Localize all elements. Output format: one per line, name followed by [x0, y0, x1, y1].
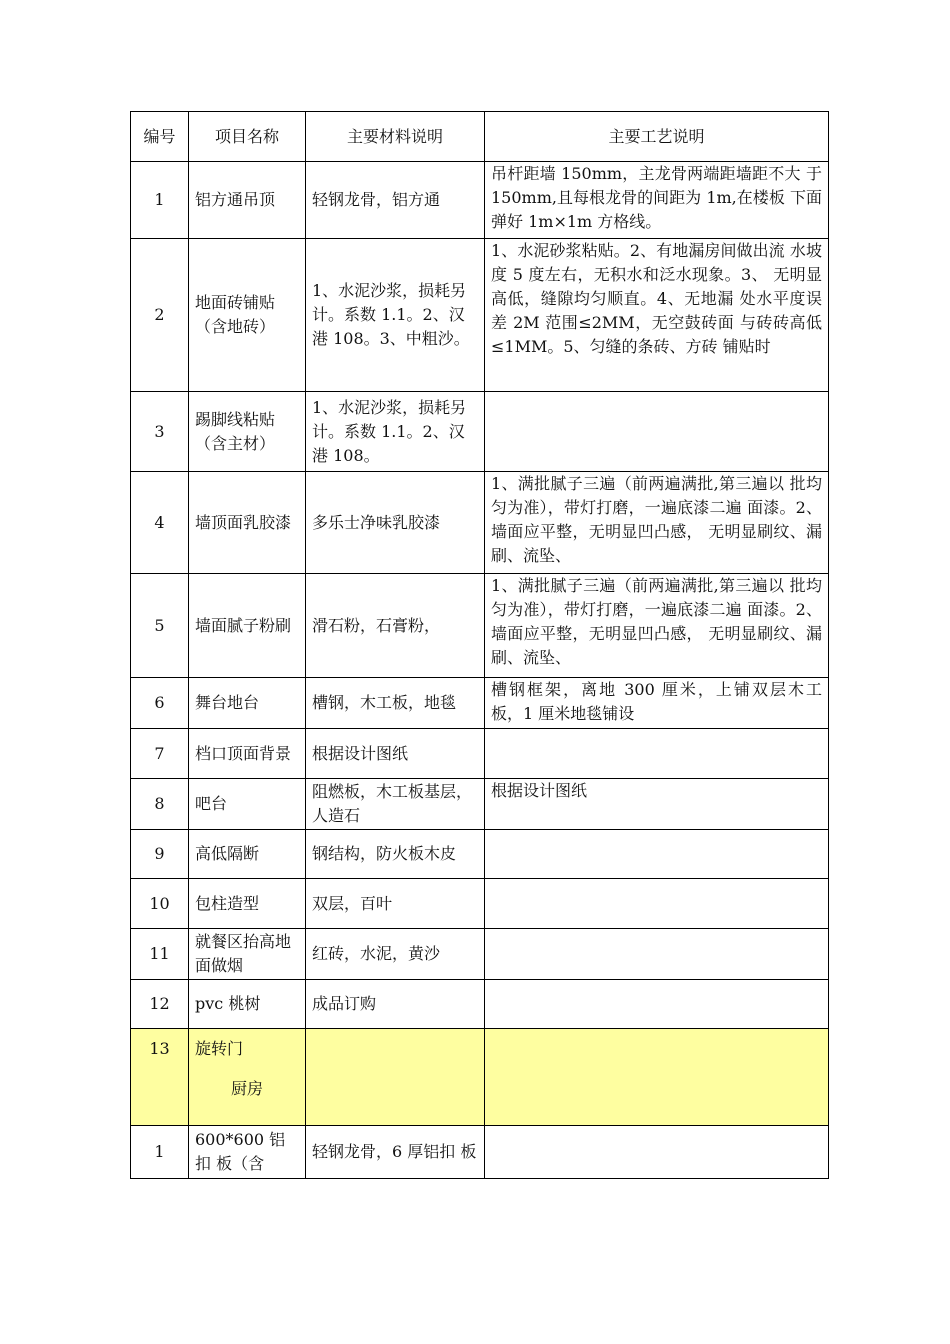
revolving-door-label: 旋转门: [195, 1039, 244, 1058]
row-number: 4: [131, 472, 189, 574]
row-number: 12: [131, 980, 189, 1029]
row-number: 10: [131, 879, 189, 929]
row-material: 轻钢龙骨，6 厚铝扣 板: [306, 1126, 485, 1179]
row-material: 红砖，水泥，黄沙: [306, 929, 485, 980]
row-item-name: [189, 1029, 306, 1126]
row-number: 5: [131, 574, 189, 678]
row-item-name: 铝方通吊顶: [189, 162, 306, 239]
row-item-name: 600*600 铝扣 板（含: [189, 1126, 306, 1179]
highlight-row: [131, 1029, 829, 1126]
table-header-row: [131, 112, 829, 162]
row-item-name: 高低隔断: [189, 830, 306, 879]
row-item-name: 墙面腻子粉刷: [189, 574, 306, 678]
table-row: [131, 162, 829, 239]
table-row: [131, 879, 829, 929]
row-material: 成品订购: [306, 980, 485, 1029]
row-material: 双层，百叶: [306, 879, 485, 929]
row-item-name: 档口顶面背景: [189, 729, 306, 779]
table-row: [131, 779, 829, 830]
row-number: 8: [131, 779, 189, 830]
row-process: 吊杆距墙 150mm，主龙骨两端距墙距不大 于 150mm,且每根龙骨的间距为 1m,在楼板 下面弹好 1m×1m 方格线。: [485, 162, 829, 239]
row-process: [485, 1126, 829, 1179]
row-number: 3: [131, 392, 189, 472]
row-item-name: 舞台地台: [189, 678, 306, 729]
row-process: 1、满批腻子三遍（前两遍满批,第三遍以 批均匀为准），带灯打磨，一遍底漆二遍 面漆。2、墙面应平整，无明显凹凸感， 无明显刷纹、漏刷、流坠、: [485, 472, 829, 574]
row-process: 槽钢框架，离地 300 厘米，上铺双层木工 板，1 厘米地毯铺设: [485, 678, 829, 729]
section-heading-kitchen: 厨房: [231, 1079, 264, 1098]
table-row: [131, 472, 829, 574]
row-item-name: 就餐区抬高地 面做烟: [189, 929, 306, 980]
row-number: 9: [131, 830, 189, 879]
table-row: [131, 392, 829, 472]
table-row: [131, 929, 829, 980]
row-number: 11: [131, 929, 189, 980]
table-row: [131, 678, 829, 729]
table-row: [131, 830, 829, 879]
row-number: 1: [131, 162, 189, 239]
row-material: 根据设计图纸: [306, 729, 485, 779]
table-row: [131, 239, 829, 392]
row-item-name: 墙顶面乳胶漆: [189, 472, 306, 574]
header-process: 主要工艺说明: [485, 112, 829, 162]
construction-spec-table: [130, 111, 829, 1179]
table-row: [131, 980, 829, 1029]
row-process: [485, 830, 829, 879]
row-material: 阻燃板，木工板基层， 人造石: [306, 779, 485, 830]
header-material: 主要材料说明: [306, 112, 485, 162]
row-material: 槽钢，木工板，地毯: [306, 678, 485, 729]
row-material: 钢结构，防火板木皮: [306, 830, 485, 879]
header-item-name: 项目名称: [189, 112, 306, 162]
row-process: 1、满批腻子三遍（前两遍满批,第三遍以 批均匀为准），带灯打磨，一遍底漆二遍 面漆。2、墙面应平整，无明显凹凸感， 无明显刷纹、漏刷、流坠、: [485, 574, 829, 678]
row-number: 7: [131, 729, 189, 779]
header-number: 编号: [131, 112, 189, 162]
row-item-name: pvc 桃树: [189, 980, 306, 1029]
row-process: [485, 980, 829, 1029]
row-number: 1: [131, 1126, 189, 1179]
row-process: [485, 1029, 829, 1126]
row-material: 1、水泥沙浆，损耗另 计。系数 1.1。2、汉 港 108。3、中粗沙。: [306, 239, 485, 392]
row-process: [485, 929, 829, 980]
row-material: [306, 1029, 485, 1126]
row-item-name: 吧台: [189, 779, 306, 830]
row-item-name: 包柱造型: [189, 879, 306, 929]
row-material: 多乐士净味乳胶漆: [306, 472, 485, 574]
row-number: 6: [131, 678, 189, 729]
table-row: [131, 1126, 829, 1179]
row-process: 根据设计图纸: [485, 779, 829, 830]
row-item-name: 地面砖铺贴（含地砖）: [189, 239, 306, 392]
row-material: 轻钢龙骨，铝方通: [306, 162, 485, 239]
row-number: 13: [131, 1029, 189, 1126]
row-number: 2: [131, 239, 189, 392]
row-process: 1、水泥砂浆粘贴。2、有地漏房间做出流 水坡度 5 度左右，无积水和泛水现象。3、 无明显高低，缝隙均匀顺直。4、无地漏 处水平度误差 2M 范围≤2MM，无空鼓砖面 与砖砖高低≤1MM。5、匀缝的条砖、方砖 铺贴时: [485, 239, 829, 392]
row-process: [485, 392, 829, 472]
table-row: [131, 574, 829, 678]
table-row: [131, 729, 829, 779]
row-process: [485, 729, 829, 779]
row-material: 1、水泥沙浆，损耗另 计。系数 1.1。2、汉 港 108。: [306, 392, 485, 472]
row-item-name: 踢脚线粘贴（含主材）: [189, 392, 306, 472]
row-material: 滑石粉，石膏粉，: [306, 574, 485, 678]
row-process: [485, 879, 829, 929]
